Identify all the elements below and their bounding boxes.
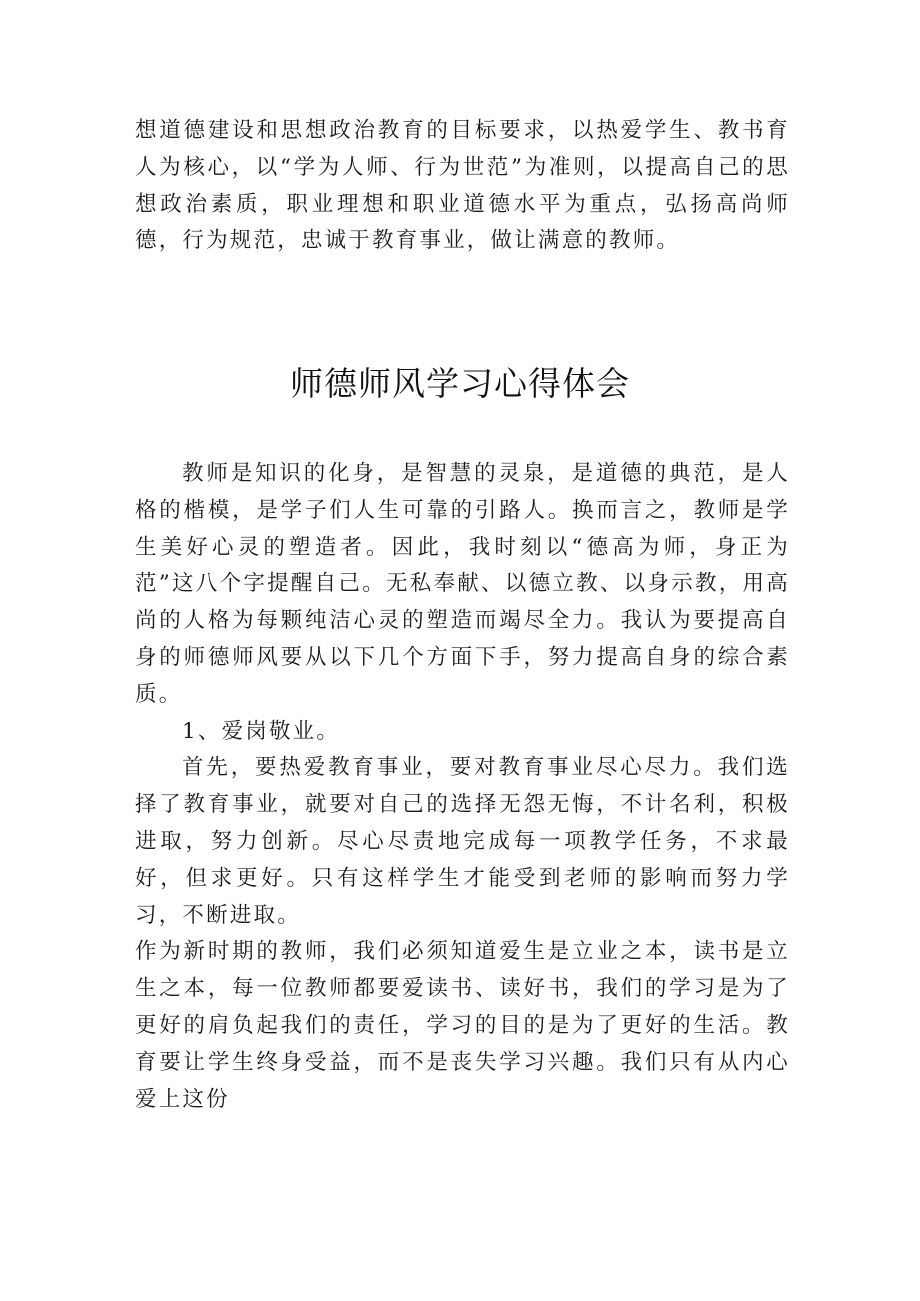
page-title: 师德师风学习心得体会 (290, 364, 630, 403)
body-paragraph: 作为新时期的教师，我们必须知道爱生是立业之本，读书是立生之本，每一位教师都要爱读书、读好书，我们的学习是为了更好的肩负起我们的责任，学习的目的是为了更好的生活。教育要让学生终身受益，而不是丧失学习兴趣。我们只有从内心爱上这份 (135, 939, 790, 1112)
intro-section (135, 113, 790, 260)
section-heading: 1、爱岗敬业。 (182, 718, 341, 744)
intro-paragraph: 想道德建设和思想政治教育的目标要求，以热爱学生、教书育人为核心，以“学为人师、行为世范”为准则，以提高自己的思想政治素质，职业理想和职业道德水平为重点，弘扬高尚师德，行为规范，忠诚于教育事业，做让满意的教师。 (135, 118, 790, 254)
body-paragraph: 首先，要热爱教育事业，要对教育事业尽心尽力。我们选择了教育事业，就要对自己的选择无怨无悔，不计名利，积极进取，努力创新。尽心尽责地完成每一项教学任务，不求最好，但求更好。只有这样学生才能受到老师的影响而努力学习，不断进取。 (135, 755, 790, 928)
body-section (135, 456, 790, 1118)
body-paragraph: 教师是知识的化身，是智慧的灵泉，是道德的典范，是人格的楷模，是学子们人生可靠的引路人。换而言之，教师是学生美好心灵的塑造者。因此，我时刻以“德高为师，身正为范”这八个字提醒自己。无私奉献、以德立教、以身示教，用高尚的人格为每颗纯洁心灵的塑造而竭尽全力。我认为要提高自身的师德师风要从以下几个方面下手，努力提高自身的综合素质。 (135, 461, 790, 707)
